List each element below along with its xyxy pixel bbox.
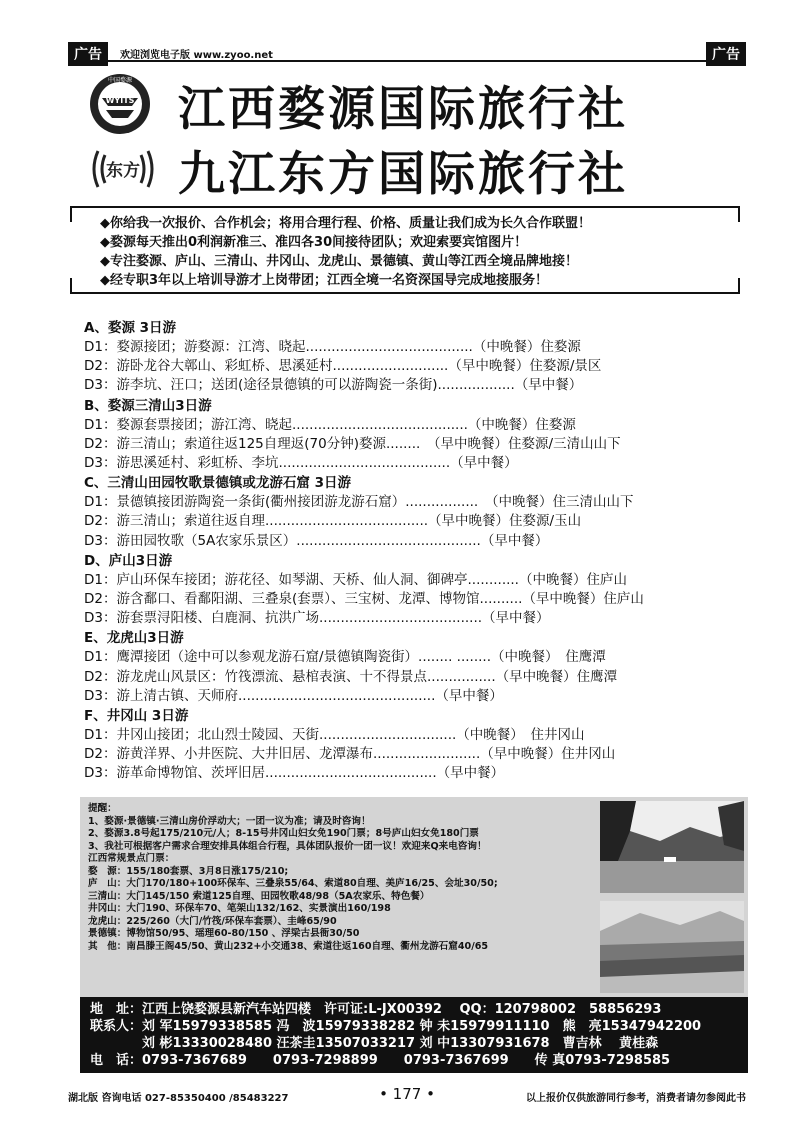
agency-title-jiujiang: 九江东方国际旅行社: [178, 147, 628, 202]
itinerary-day: D2：游卧龙谷大鄣山、彩虹桥、思溪延村...........................（早中晚餐）住婺源/景区: [84, 358, 602, 375]
ticket-line: 其 他：南昌滕王阁45/50、黄山232+小交通38、索道往返160自理、衢州龙游石窟40/65: [88, 940, 489, 952]
footer-disclaimer: 以上报价仅供旅游同行参考，消费者请勿参阅此书: [526, 1093, 746, 1104]
note-line: 3、我社可根据客户需求合理安排具体组合行程，具体团队报价一团一议！欢迎来Q来电咨询！: [88, 840, 487, 852]
itinerary-title-c: C、三清山田园牧歌景德镇或龙游石窟 3日游: [84, 475, 352, 492]
note-line: 1、婺源·景德镇·三清山房价浮动大；一团一议为准；请及时咨询！: [88, 815, 371, 827]
itinerary-day: D3：游套票浔阳楼、白鹿洞、抗洪广场......................................（早中餐）: [84, 610, 550, 627]
landscape-photo-lake: [600, 801, 744, 893]
logo2-text: 东方: [106, 161, 140, 181]
footer-hotline: 湖北版 咨询电话 027-85350400 /85483227: [68, 1093, 289, 1104]
feature-line: ◆你给我一次报价、合作机会；将用合理行程、价格、质量让我们成为长久合作联盟！: [100, 216, 591, 231]
itinerary-day: D3：游思溪延村、彩虹桥、李坑........................................（早中餐）: [84, 455, 518, 472]
page-number: • 177 •: [379, 1085, 435, 1103]
itineraries: [84, 318, 764, 784]
contact-persons: 联系人：刘 军15979338585 冯 波15979338282 钟 未15979911110 熊 亮15347942200: [90, 1019, 702, 1034]
contact-persons-2: 刘 彬13330028480 汪茶圭13507033217 刘 中13307931678 曹吉林 黄桂森: [90, 1036, 659, 1051]
note-line: 2、婺源3.8号起175/210元/人；8-15号井冈山妇女免190门票；8号庐山妇女免180门票: [88, 828, 479, 839]
contact-address: 地 址：江西上饶婺源县新汽车站四楼 许可证:L-JX00392 QQ：120798002 58856293: [90, 1002, 662, 1017]
ticket-line: 龙虎山：225/260（大门/竹筏/环保车套票）、圭峰65/90: [88, 915, 337, 927]
ticket-line: 婺 源：155/180套票、3月8日涨175/210;: [88, 865, 289, 877]
itinerary-title-d: D、庐山3日游: [84, 552, 173, 569]
agency-title-wuyuan: 江西婺源国际旅行社: [178, 82, 628, 137]
ticket-heading: 江西常规景点门票：: [88, 853, 175, 864]
ticket-line: 庐 山：大门170/180+100环保车、三叠泉55/64、索道80自理、美庐16/25、会址30/50;: [88, 878, 498, 889]
logo1-top-text: 中国婺源: [107, 77, 133, 84]
itinerary-day: D2：游三清山；索道往返125自理返(70分钟)婺源........ （早中晚餐）住婺源/三清山山下: [84, 435, 621, 452]
itinerary-day: D2：游黄洋界、小井医院、大井旧居、龙潭瀑布.........................（早中晚餐）住井冈山: [84, 746, 616, 763]
dongfang-logo-icon: [88, 143, 158, 195]
itinerary-day: D3：游革命博物馆、茨坪旧居........................................（早中餐）: [84, 765, 505, 782]
wyits-logo-icon: [88, 72, 152, 136]
itinerary-day: D1：鹰潭接团（途中可以参观龙游石窟/景德镇陶瓷街）........ ........（中晚餐） 住鹰潭: [84, 649, 606, 666]
ticket-line: 景德镇：博物馆50/95、瑶理60-80/150 、浮梁古县衙30/50: [88, 928, 360, 939]
ticket-line: 井冈山：大门190、环保车70、笔架山132/162、实景演出160/198: [88, 903, 391, 914]
itinerary-day: D3：游上清古镇、天师府..............................................（早中餐）: [84, 687, 503, 704]
top-divider: [68, 60, 746, 62]
feature-line: ◆婺源每天推出0利润新准三、准四各30间接待团队；欢迎索要宾馆图片！: [100, 235, 528, 250]
itinerary-title-e: E、龙虎山3日游: [84, 630, 184, 647]
ad-tag-right: 广告: [706, 42, 746, 66]
notes-box: [80, 797, 748, 997]
ad-tag-left: 广告: [68, 42, 108, 66]
page-footer: [68, 1087, 746, 1107]
itinerary-title-f: F、井冈山 3日游: [84, 708, 189, 725]
itinerary-title-a: A、婺源 3日游: [84, 320, 177, 336]
itinerary-day: D2：游含鄱口、看鄱阳湖、三叠泉(套票）、三宝树、龙潭、博物馆..........（早中晚餐）住庐山: [84, 591, 644, 608]
itinerary-day: D2：游龙虎山风景区：竹筏漂流、悬棺表演、十不得景点................（早中晚餐）住鹰潭: [84, 668, 618, 685]
itinerary-day: D3：游李坑、汪口；送团(途径景德镇的可以游陶瓷一条街)..................（早中餐）: [84, 377, 583, 394]
itinerary-day: D1：婺源接团；游婺源：江湾、晓起.......................................（中晚餐）住婺源: [84, 339, 581, 355]
itinerary-day: D3：游田园牧歌（5A农家乐景区）...........................................（早中餐）: [84, 532, 549, 549]
notes-heading: 提醒：: [88, 803, 117, 814]
feature-line: ◆经专职3年以上培训导游才上岗带团；江西全境一名资深国导完成地接服务！: [100, 273, 549, 288]
ticket-line: 三清山：大门145/150 索道125自理、田园牧歌48/98（5A农家乐、特色餐）: [88, 890, 430, 902]
logo1-text: WYITS: [105, 96, 135, 105]
site-url[interactable]: 欢迎浏览电子版 www.zyoo.net: [120, 50, 273, 61]
itinerary-day: D2：游三清山；索道往返自理......................................（早中晚餐）住婺源/玉山: [84, 513, 582, 530]
itinerary-title-b: B、婺源三清山3日游: [84, 397, 212, 414]
landscape-photo-fields: [600, 901, 744, 993]
contact-phones: 电 话：0793-7367689 0793-7298899 0793-7367699 传 真0793-7298585: [90, 1053, 671, 1068]
itinerary-day: D1：井冈山接团；北山烈士陵园、天街................................（中晚餐） 住井冈山: [84, 727, 585, 744]
contact-box: [80, 997, 748, 1073]
itinerary-day: D1：景德镇接团游陶瓷一条街(衢州接团游龙游石窟）................. （中晚餐）住三清山山下: [84, 494, 634, 511]
itinerary-day: D1：婺源套票接团；游江湾、晓起.........................................（中晚餐）住婺源: [84, 416, 576, 433]
features-box: [70, 206, 740, 294]
feature-line: ◆专注婺源、庐山、三清山、井冈山、龙虎山、景德镇、黄山等江西全境品牌地接！: [100, 254, 578, 269]
itinerary-day: D1：庐山环保车接团；游花径、如琴湖、天桥、仙人洞、御碑亭............（中晚餐）住庐山: [84, 571, 627, 588]
